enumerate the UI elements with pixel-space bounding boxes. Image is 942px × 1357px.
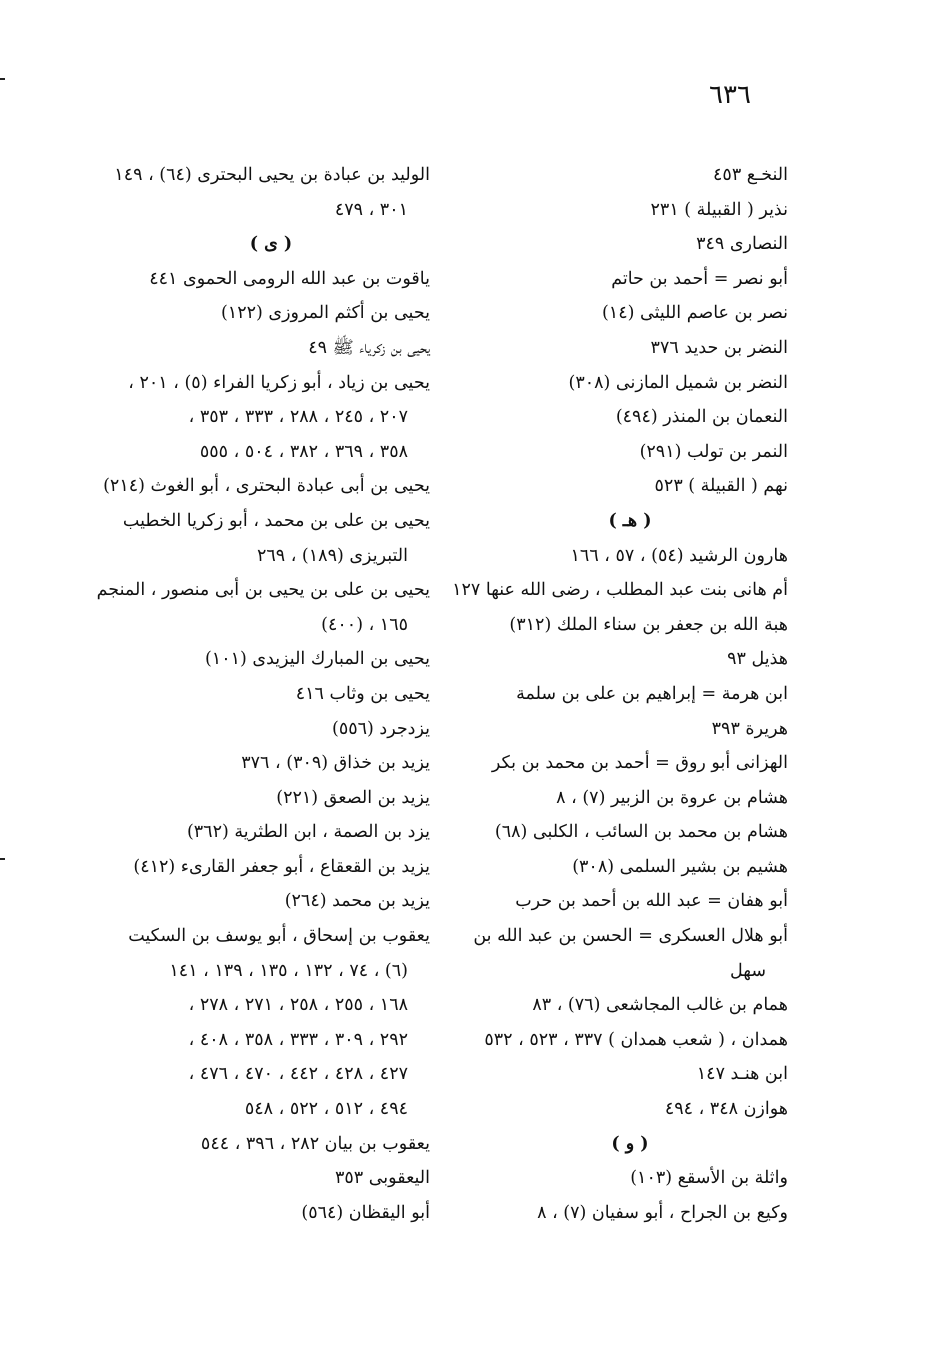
index-entry: ابن هرمة = إبراهيم بن على بن سلمة (516, 683, 788, 704)
index-entry: هشام بن محمد بن السائب ، الكلبى (٦٨) (494, 822, 788, 843)
index-entry: يزيد بن محمد (٢٦٤) (284, 891, 430, 912)
index-entry: أبو نصر = أحمد بن حاتم (611, 268, 788, 289)
index-entry: أبو هفان = عبد الله بن أحمد بن حرب (515, 891, 788, 912)
index-entry: هوازن ٣٤٨ ، ٤٩٤ (664, 1099, 788, 1120)
index-entry: هبة الله بن جعفر بن سناء الملك (٣١٢) (509, 614, 788, 635)
index-entry: النمر بن تولب (٢٩١) (639, 441, 788, 462)
page-number: ٦٣٦ (709, 80, 751, 110)
index-entry: نذير ( القبيلة ) ٢٣١ (650, 199, 788, 220)
index-entry: ابن هنـد ١٤٧ (696, 1064, 788, 1085)
index-entry: همدان ، ( شعب همدان ) ٣٣٧ ، ٥٢٣ ، ٥٣٢ (484, 1029, 788, 1050)
index-entry: النعمان بن المنذر (٤٩٤) (615, 407, 788, 428)
index-entry: اليعقوبى ٣٥٣ (334, 1168, 430, 1189)
index-entry-continuation: التبريزى (١٨٩) ، ٢٦٩ (256, 545, 408, 566)
index-entry: يحيى بن على بن محمد ، أبو زكريا الخطيب (122, 510, 430, 531)
index-entry: هشام بن عروة بن الزبير (٧) ، ٨ (556, 787, 788, 808)
index-entry: أم هانى بنت عبد المطلب ، رضى الله عنها ١٢٧ (452, 580, 788, 601)
index-entry: يعقوب بن بيان ٢٨٢ ، ٣٩٦ ، ٥٤٤ (200, 1133, 430, 1154)
index-entry-continuation: (٦) ، ٧٤ ، ١٣٢ ، ١٣٥ ، ١٣٩ ، ١٤١ (169, 960, 408, 981)
index-entry: نهم ( القبيلة ) ٥٢٣ (654, 476, 788, 497)
index-entry: يحيى بن المبارك اليزيدى (١٠١) (204, 649, 430, 670)
index-entry: النصارى ٣٤٩ (696, 234, 788, 255)
index-entry-continuation: ١٦٥ ، (٤٠٠) (321, 614, 408, 635)
index-entry: النضر بن حديد ٣٧٦ (650, 337, 788, 358)
index-entry: يحيى بن أكثم المروزى (١٢٢) (220, 303, 430, 324)
index-entry-continuation: ٢٩٢ ، ٣٠٩ ، ٣٣٣ ، ٣٥٨ ، ٤٠٨ ، (188, 1029, 408, 1050)
index-entry: همام بن غالب المجاشعى (٧٦) ، ٨٣ (532, 995, 788, 1016)
index-entry: هذيل ٩٣ (727, 649, 788, 670)
index-entry: النخـع ٤٥٣ (713, 165, 788, 185)
index-entry-continuation: ٢٠٧ ، ٢٤٥ ، ٢٨٨ ، ٣٣٣ ، ٣٥٣ ، (188, 407, 408, 428)
index-entry-continuation: ١٦٨ ، ٢٥٥ ، ٢٥٨ ، ٢٧١ ، ٢٧٨ ، (188, 995, 408, 1016)
index-entry: ياقوت بن عبد الله الرومى الحموى ٤٤١ (149, 268, 430, 289)
index-entry-continuation: سهل (730, 960, 766, 981)
index-entry: هشيم بن بشير السلمى (٣٠٨) (572, 856, 788, 877)
index-entry: هارون الرشيد (٥٤) ، ٥٧ ، ١٦٦ (570, 545, 788, 566)
index-entry: أبو هلال العسكرى = الحسن بن عبد الله بن (473, 926, 788, 947)
index-entry-continuation: ٤٢٧ ، ٤٢٨ ، ٤٤٢ ، ٤٧٠ ، ٤٧٦ ، (188, 1064, 408, 1085)
index-entry: الهزانى أبو روق = أحمد بن محمد بن بكر (491, 753, 788, 774)
scan-edge-mark (0, 858, 5, 860)
index-entry: يزيد بن الصعق (٢٢١) (276, 787, 430, 808)
letter-section-heading: ( هـ ) (608, 510, 652, 531)
index-entry: يزد بن الصمة ، ابن الطثرية (٣٦٢) (186, 822, 430, 843)
letter-section-heading: ( و ) (611, 1133, 649, 1154)
index-entry-continuation: ٤٩٤ ، ٥١٢ ، ٥٢٢ ، ٥٤٨ (244, 1099, 408, 1120)
index-entry: وكيع بن الجراح ، أبو سفيان (٧) ، ٨ (537, 1202, 788, 1223)
index-entry: يحيى بن أبى عبادة البحترى ، أبو الغوث (٢١٤) (103, 476, 430, 497)
index-entry: يحيى بن زياد ، أبو زكريا الفراء (٥) ، ٢٠١ ، (128, 372, 430, 393)
index-entry: يحيى بن على بن يحيى بن أبى منصور ، المنجم (96, 580, 430, 601)
index-entry: يحيى بن زكرياء ﷺ ٤٩ (308, 337, 430, 358)
index-entry: يحيى بن وثاب ٤١٦ (295, 683, 430, 704)
index-entry: هريرة ٣٩٣ (711, 718, 788, 739)
index-column-right (452, 158, 788, 1230)
index-entry: يعقوب بن إسحاق ، أبو يوسف بن السكيت (128, 926, 430, 947)
index-column-left (96, 158, 430, 1230)
letter-section-heading: ( ى ) (249, 234, 293, 255)
index-entry: يزدجرد (٥٥٦) (331, 718, 430, 739)
index-entry: يزيد بن خذاق (٣٠٩) ، ٣٧٦ (241, 753, 430, 774)
index-entry: واثلة بن الأسقع (١٠٣) (630, 1168, 788, 1189)
index-entry-continuation: ٣٥٨ ، ٣٦٩ ، ٣٨٢ ، ٥٠٤ ، ٥٥٥ (199, 441, 408, 462)
index-entry: النضر بن شميل المازنى (٣٠٨) (568, 372, 788, 393)
index-entry: نصر بن عاصم الليثى (١٤) (601, 303, 788, 324)
index-entry: أبو اليقظان (٥٦٤) (301, 1202, 430, 1223)
index-entry: الوليد بن عبادة بن يحيى البحترى (٦٤) ، ١٤٩ (114, 165, 430, 185)
index-entry: يزيد بن القعقاع ، أبو جعفر القارىء (٤١٢) (133, 856, 430, 877)
scan-edge-mark (0, 78, 5, 80)
index-entry-continuation: ٣٠١ ، ٤٧٩ (334, 199, 408, 220)
